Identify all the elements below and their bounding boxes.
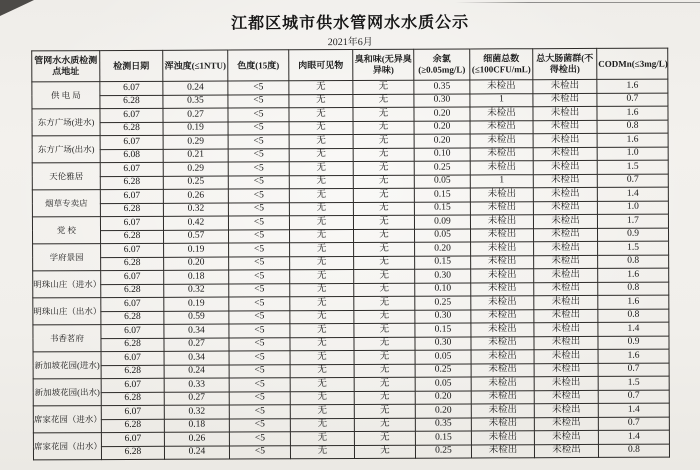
value-cell: 未检出 [533,201,597,215]
value-cell: 0.10 [415,282,471,296]
value-cell: <5 [228,81,289,95]
value-cell: 未检出 [471,431,534,445]
value-cell: 未检出 [471,323,534,337]
value-cell: 无 [354,283,415,297]
value-cell: 0.8 [597,120,668,134]
value-cell: 无 [354,323,415,337]
value-cell: 无 [353,134,414,148]
value-cell: 未检出 [470,161,533,175]
header-cell: 管网水水质检测点地址 [32,51,100,82]
value-cell: 0.15 [415,255,471,269]
value-cell: 0.30 [415,309,471,323]
value-cell: 未检出 [470,147,533,161]
value-cell: 1.4 [598,403,669,417]
value-cell: 无 [354,296,415,310]
value-cell: 1.6 [597,133,668,147]
value-cell: 无 [290,364,354,378]
value-cell: 未检出 [534,363,598,377]
value-cell: 0.15 [415,431,471,445]
location-name-cell: 东方广场(进水) [32,109,100,136]
value-cell: 0.20 [414,120,470,134]
value-cell: 无 [353,161,414,175]
value-cell: 6.28 [101,446,164,460]
value-cell: 6.07 [100,81,163,95]
value-cell: 未检出 [534,444,598,458]
value-cell: 6.07 [101,324,164,338]
value-cell: <5 [229,270,290,284]
value-cell: <5 [228,162,289,176]
value-cell: 未检出 [534,309,598,323]
value-cell: 0.25 [414,161,470,175]
value-cell: 6.07 [100,135,163,149]
value-cell: 1.5 [598,376,669,390]
value-cell: 6.28 [100,95,163,109]
value-cell: 1.4 [598,430,669,444]
value-cell: 0.32 [164,405,229,419]
value-cell: 无 [290,404,354,418]
value-cell: 0.18 [164,270,229,284]
value-cell: 0.35 [415,417,471,431]
value-cell: 6.28 [101,365,164,379]
table-header-row [32,48,668,82]
value-cell: 1.0 [597,201,668,215]
value-cell: 未检出 [470,215,533,229]
value-cell: <5 [229,445,290,459]
value-cell: 无 [289,161,353,175]
value-cell: 0.05 [414,228,470,242]
value-cell: 0.18 [164,419,229,433]
value-cell: 0.26 [163,189,228,203]
value-cell: 0.20 [414,134,470,148]
value-cell: 0.29 [163,162,228,176]
value-cell: 无 [289,107,353,121]
value-cell: 无 [354,242,415,256]
page-title: 江都区城市供水管网水水质公示 [231,14,470,33]
value-cell: 6.07 [101,243,164,257]
value-cell: 未检出 [534,322,598,336]
value-cell: 6.28 [101,419,164,433]
value-cell: 0.25 [415,363,471,377]
location-name-cell: 党 校 [32,217,100,244]
location-name-cell: 新加坡花园(进水) [33,352,101,379]
value-cell: 6.28 [101,284,164,298]
value-cell: 0.35 [163,95,228,109]
value-cell: 未检出 [533,147,597,161]
value-cell: 无 [354,364,415,378]
value-cell: 无 [354,418,415,432]
value-cell: 无 [289,148,353,162]
location-name-cell: 书香茗府 [33,325,101,352]
value-cell: 1 [470,93,533,107]
value-cell: 无 [354,391,415,405]
value-cell: <5 [228,202,289,216]
value-cell: 未检出 [533,228,597,242]
value-cell: 无 [289,121,353,135]
value-cell: 6.07 [100,162,163,176]
value-cell: 6.28 [101,311,164,325]
value-cell: 1.6 [598,295,669,309]
value-cell: 未检出 [534,403,598,417]
value-cell: 未检出 [471,242,534,256]
value-cell: 无 [353,175,414,189]
header-cell: 总大肠菌群(不得检出) [533,48,597,79]
value-cell: 1.5 [598,241,669,255]
value-cell: <5 [228,216,289,230]
value-cell: 无 [290,350,354,364]
header-cell: 细菌总数(≤100CFU/mL) [470,49,533,80]
value-cell: 未检出 [534,417,598,431]
value-cell: 未检出 [471,350,534,364]
value-cell: 0.57 [164,230,229,244]
value-cell: 1.0 [597,147,668,161]
water-quality-table [31,48,670,461]
value-cell: 未检出 [471,296,534,310]
value-cell: 0.34 [164,351,229,365]
value-cell: 6.07 [101,432,164,446]
value-cell: 6.07 [101,297,164,311]
value-cell: 0.20 [164,257,229,271]
value-cell: 0.32 [164,284,229,298]
value-cell: 1.5 [597,160,668,174]
value-cell: 无 [354,256,415,270]
value-cell: <5 [228,148,289,162]
value-cell: <5 [229,432,290,446]
value-cell: 0.27 [164,392,229,406]
value-cell: 未检出 [533,120,597,134]
value-cell: 未检出 [471,336,534,350]
value-cell: 无 [290,269,354,283]
header-cell: 臭和味(无异臭异味) [353,49,414,80]
value-cell: 无 [354,350,415,364]
value-cell: 无 [354,310,415,324]
location-name-cell: 明珠山庄（出水） [33,298,101,325]
value-cell: <5 [228,94,289,108]
value-cell: 未检出 [533,93,597,107]
value-cell: 1.7 [597,214,668,228]
value-cell: 无 [354,377,415,391]
value-cell: <5 [228,135,289,149]
value-cell: 未检出 [533,174,597,188]
value-cell: 0.30 [415,269,471,283]
value-cell: 6.07 [101,378,164,392]
value-cell: 未检出 [534,295,598,309]
value-cell: 未检出 [534,255,598,269]
value-cell: <5 [229,364,290,378]
value-cell: <5 [229,418,290,432]
value-cell: 0.27 [164,338,229,352]
value-cell: 0.20 [415,390,471,404]
value-cell: 6.28 [101,230,164,244]
value-cell: 0.8 [598,255,669,269]
location-name-cell: 供 电 局 [32,82,100,109]
value-cell: 无 [290,283,354,297]
value-cell: 未检出 [471,417,534,431]
value-cell: 未检出 [533,79,597,93]
value-cell: 无 [289,229,353,243]
value-cell: 未检出 [470,201,533,215]
value-cell: 无 [290,296,354,310]
value-cell: 6.07 [100,189,163,203]
value-cell: 0.24 [164,365,229,379]
value-cell: 1 [470,174,533,188]
value-cell: 无 [290,256,354,270]
value-cell: 0.8 [598,282,669,296]
value-cell: 0.19 [164,297,229,311]
value-cell: 无 [290,418,354,432]
header-cell: CODMn(≤3mg/L) [597,48,668,79]
value-cell: 0.19 [164,243,229,257]
value-cell: <5 [229,283,290,297]
value-cell: 未检出 [534,349,598,363]
value-cell: 未检出 [471,377,534,391]
header-cell: 检测日期 [100,50,163,81]
value-cell: 未检出 [534,282,598,296]
value-cell: 0.20 [415,242,471,256]
value-cell: 6.07 [100,216,163,230]
value-cell: 0.20 [414,107,470,121]
value-cell: 无 [354,445,415,459]
value-cell: 无 [353,107,414,121]
value-cell: 1.4 [597,187,668,201]
value-cell: 未检出 [470,107,533,121]
value-cell: 6.07 [101,270,164,284]
value-cell: <5 [229,324,290,338]
value-cell: 无 [354,269,415,283]
table-header [32,48,668,82]
value-cell: 未检出 [470,120,533,134]
value-cell: 无 [353,188,414,202]
value-cell: 6.28 [101,257,164,271]
value-cell: 无 [353,148,414,162]
value-cell: <5 [229,405,290,419]
value-cell: 0.25 [415,296,471,310]
value-cell: 0.09 [414,215,470,229]
value-cell: <5 [229,391,290,405]
value-cell: 未检出 [471,444,534,458]
table-row [33,444,669,460]
value-cell: 无 [353,94,414,108]
value-cell: <5 [228,189,289,203]
value-cell: 未检出 [470,80,533,94]
value-cell: 6.07 [101,351,164,365]
value-cell: <5 [229,256,290,270]
value-cell: 0.05 [414,174,470,188]
location-name-cell: 新加坡花园(出水) [33,379,101,406]
value-cell: 未检出 [533,214,597,228]
page-subtitle: 2021年6月 [327,36,373,49]
location-name-cell: 席家花园（进水） [33,406,101,433]
value-cell: 1.4 [598,322,669,336]
location-name-cell: 学府景园 [33,244,101,271]
value-cell: 0.7 [597,93,668,107]
value-cell: 0.21 [163,149,228,163]
value-cell: 6.28 [100,203,163,217]
value-cell: 0.27 [163,108,228,122]
value-cell: 未检出 [471,363,534,377]
value-cell: 6.28 [100,122,163,136]
header-cell: 色度(15度) [228,50,289,81]
value-cell: 0.30 [414,93,470,107]
value-cell: <5 [229,243,290,257]
value-cell: 未检出 [471,404,534,418]
value-cell: 0.7 [597,174,668,188]
value-cell: 1.6 [597,79,668,93]
value-cell: 无 [290,391,354,405]
value-cell: 0.05 [415,350,471,364]
value-cell: <5 [229,351,290,365]
value-cell: 未检出 [533,133,597,147]
value-cell: 无 [290,377,354,391]
location-name-cell: 席家花园（出水） [33,433,101,460]
value-cell: 0.26 [164,432,229,446]
value-cell: 0.15 [414,201,470,215]
location-name-cell: 明珠山庄（进水） [33,271,101,298]
value-cell: 未检出 [470,228,533,242]
value-cell: 未检出 [534,376,598,390]
value-cell: 无 [289,175,353,189]
value-cell: 未检出 [534,390,598,404]
value-cell: 0.34 [164,324,229,338]
value-cell: 未检出 [533,160,597,174]
value-cell: 0.7 [598,363,669,377]
value-cell: <5 [229,337,290,351]
value-cell: 未检出 [470,188,533,202]
location-name-cell: 烟草专卖店 [32,190,100,217]
value-cell: 无 [289,134,353,148]
value-cell: 0.19 [163,122,228,136]
value-cell: 未检出 [471,390,534,404]
value-cell: 无 [354,431,415,445]
value-cell: 未检出 [534,336,598,350]
value-cell: 0.8 [598,309,669,323]
value-cell: 0.24 [163,81,228,95]
value-cell: 无 [289,202,353,216]
value-cell: 无 [290,445,354,459]
value-cell: 无 [289,94,353,108]
table-body [32,79,670,460]
value-cell: <5 [228,121,289,135]
value-cell: 0.10 [414,147,470,161]
value-cell: 未检出 [533,106,597,120]
value-cell: 0.25 [415,444,471,458]
value-cell: 0.15 [415,323,471,337]
value-cell: 无 [353,121,414,135]
value-cell: 无 [290,323,354,337]
value-cell: 6.28 [101,392,164,406]
value-cell: 未检出 [471,269,534,283]
value-cell: 未检出 [471,255,534,269]
value-cell: 无 [290,310,354,324]
value-cell: 无 [353,202,414,216]
value-cell: 0.15 [414,188,470,202]
value-cell: 6.07 [101,405,164,419]
value-cell: 0.9 [598,336,669,350]
value-cell: 0.20 [415,404,471,418]
location-name-cell: 东方广场(出水) [32,136,100,163]
value-cell: <5 [228,175,289,189]
value-cell: 0.33 [164,378,229,392]
value-cell: 无 [289,80,353,94]
value-cell: 无 [289,188,353,202]
value-cell: 0.25 [163,176,228,190]
value-cell: 未检出 [534,241,598,255]
value-cell: 6.08 [100,149,163,163]
value-cell: 无 [290,337,354,351]
value-cell: 无 [354,404,415,418]
value-cell: 0.9 [597,228,668,242]
value-cell: 0.7 [598,417,669,431]
value-cell: 0.8 [598,444,669,458]
value-cell: 未检出 [470,134,533,148]
value-cell: 未检出 [534,430,598,444]
value-cell: <5 [229,229,290,243]
value-cell: 0.59 [164,311,229,325]
value-cell: 6.28 [100,176,163,190]
header-cell: 余氯(≥0.05mg/L) [414,49,470,80]
value-cell: 未检出 [471,309,534,323]
value-cell: 0.42 [163,216,228,230]
value-cell: <5 [229,378,290,392]
value-cell: <5 [229,297,290,311]
value-cell: 无 [289,215,353,229]
header-cell: 浑浊度(≤1NTU) [163,50,228,81]
value-cell: 无 [353,215,414,229]
value-cell: 0.35 [414,80,470,94]
location-name-cell: 天伦雅居 [32,163,100,190]
value-cell: 0.29 [163,135,228,149]
value-cell: 0.24 [164,446,229,460]
value-cell: 6.28 [101,338,164,352]
value-cell: 1.6 [598,349,669,363]
value-cell: 6.07 [100,108,163,122]
value-cell: 无 [290,431,354,445]
value-cell: 无 [290,242,354,256]
value-cell: 0.30 [415,336,471,350]
value-cell: 1.6 [597,106,668,120]
value-cell: 未检出 [471,282,534,296]
value-cell: 0.05 [415,377,471,391]
value-cell: 未检出 [534,268,598,282]
value-cell: 0.32 [163,203,228,217]
value-cell: 0.7 [598,390,669,404]
value-cell: <5 [229,310,290,324]
value-cell: 未检出 [533,187,597,201]
value-cell: 无 [353,80,414,94]
header-cell: 肉眼可见物 [289,49,353,80]
value-cell: 1.6 [598,268,669,282]
value-cell: 无 [354,337,415,351]
value-cell: 无 [353,229,414,243]
value-cell: <5 [228,108,289,122]
